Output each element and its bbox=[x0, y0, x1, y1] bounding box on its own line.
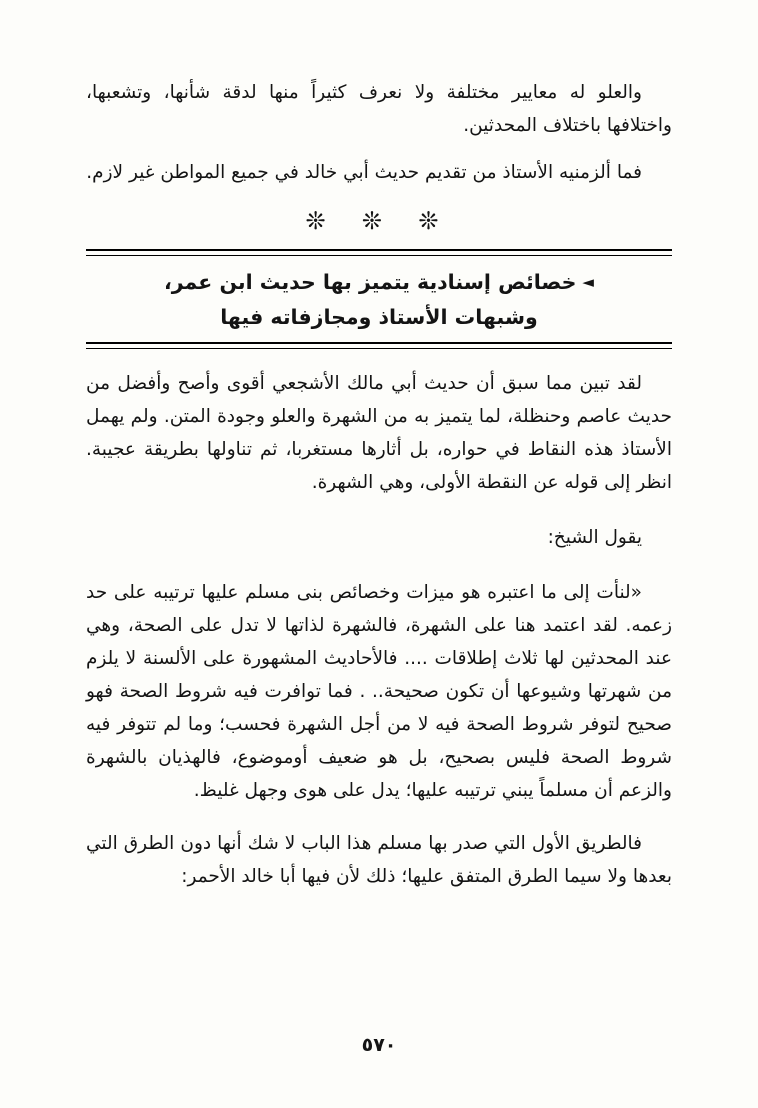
section-divider-ornament bbox=[86, 207, 672, 235]
section-heading-line-1 bbox=[86, 265, 672, 300]
paragraph: فالطريق الأول التي صدر بها مسلم هذا الباب لا شك أنها دون الطرق التي بعدها ولا سيما الطرق المتفق عليها؛ ذلك لأن فيها أبا خالد الأحمر: bbox=[86, 833, 672, 887]
paragraph: «لنأت إلى ما اعتبره هو ميزات وخصائص بنى مسلم عليها ترتيبه على حد زعمه. لقد اعتمد هنا على الشهرة، فالشهرة لذاتها لا تدل على الصحة، وهي عند المحدثين لها ثلاث إطلاقات .... فالأحاديث المشهورة على الألسنة لا يلزم من شهرتها وشيوعها أن تكون صحيحة.. . فما توافرت فيه شروط الصحة فهو صحيح لتوفر شروط الصحة فيه لا من أجل الشهرة فحسب؛ وما لم تتوفر فيه شروط الصحة فليس بصحيح، بل هو ضعيف أوموضوع، فالهذيان بالشهرة والزعم أن مسلماً يبني ترتيبه عليها؛ يدل على هوى وجهل غليظ. bbox=[86, 582, 672, 801]
arrow-left-icon: ◄ bbox=[582, 273, 594, 291]
heading-text-1: خصائص إسنادية يتميز بها حديث ابن عمر، bbox=[164, 270, 577, 294]
paragraph: فما ألزمنيه الأستاذ من تقديم حديث أبي خالد في جميع المواطن غير لازم. bbox=[86, 162, 642, 183]
paragraph: والعلو له معايير مختلفة ولا نعرف كثيراً منها لدقة شأنها، وتشعبها، واختلافها باختلاف المحدثين. bbox=[86, 82, 672, 136]
paragraph: لقد تبين مما سبق أن حديث أبي مالك الأشجعي أقوى وأصح وأفضل من حديث عاصم وحنظلة، لما يتميز به من الشهرة والعلو وجودة المتن. ولم يهمل الأستاذ هذه النقاط في حواره، بل أثارها مستغربا، ثم تناولها بطريقة عجيبة. انظر إلى قوله عن النقطة الأولى، وهي الشهرة. bbox=[86, 373, 672, 493]
page-number: ٥٧٠ bbox=[361, 1034, 397, 1056]
asterisk-ornament-icon: ❊ ❊ ❊ bbox=[305, 207, 453, 235]
section-heading-line-2: وشبهات الأستاذ ومجازفاته فيها bbox=[220, 305, 538, 329]
heading-rule-top bbox=[86, 249, 672, 256]
page-body bbox=[86, 76, 672, 893]
paragraph: يقول الشيخ: bbox=[547, 527, 642, 548]
heading-rule-bottom bbox=[86, 342, 672, 349]
section-heading bbox=[86, 256, 672, 342]
